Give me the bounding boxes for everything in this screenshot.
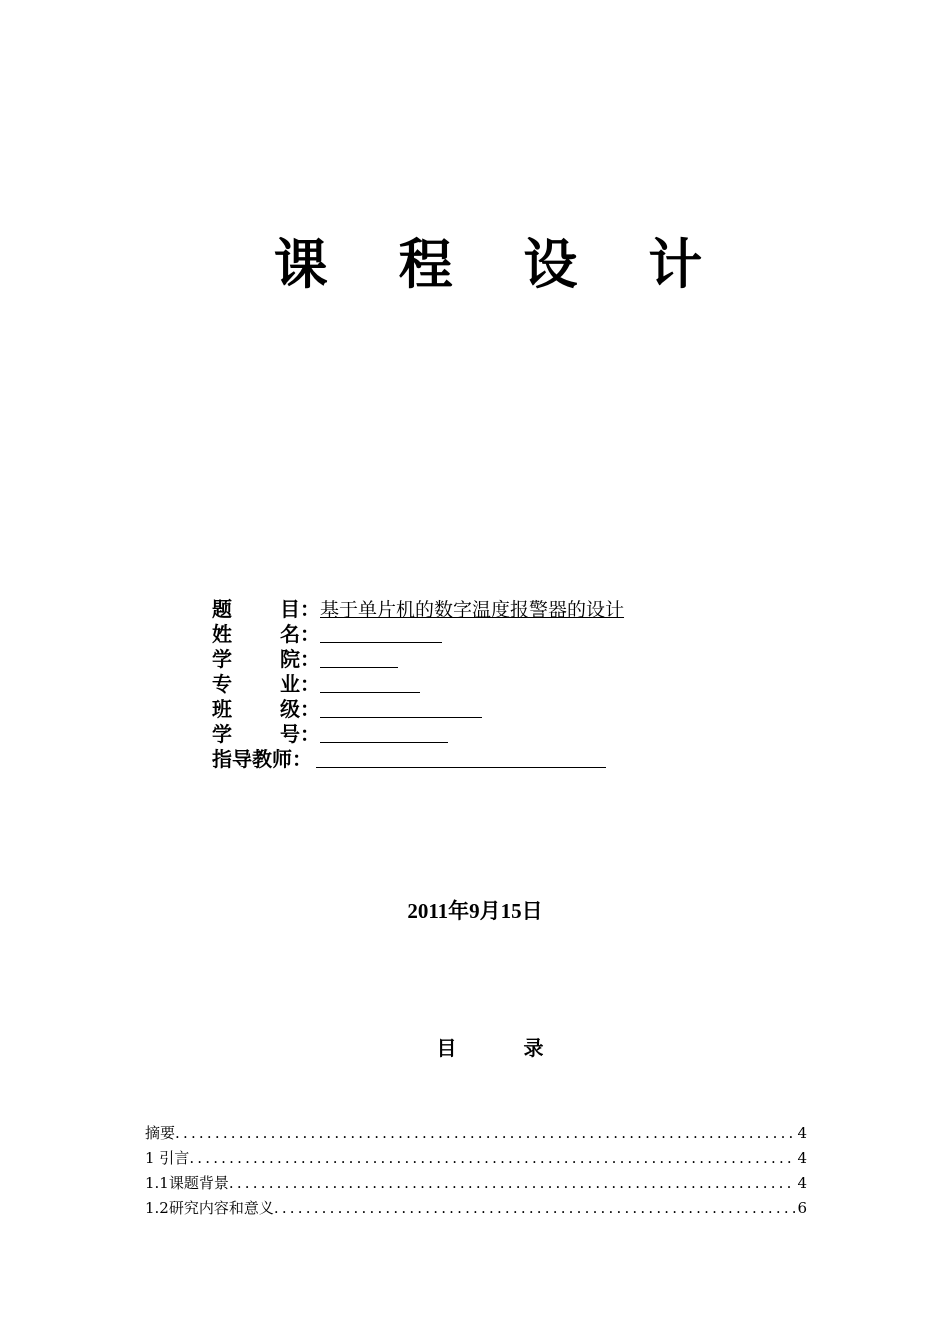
field-student-id <box>212 722 772 747</box>
field-student-id-colon: ： <box>300 722 320 746</box>
field-college-label: 学 院 <box>212 647 300 671</box>
field-name-colon: ： <box>300 622 320 646</box>
toc-entry[interactable] <box>145 1146 807 1171</box>
field-advisor-blank-line <box>316 748 606 768</box>
toc-entry[interactable] <box>145 1121 807 1146</box>
field-college <box>212 647 772 672</box>
field-name-label: 姓 名 <box>212 622 300 646</box>
field-college-colon: ： <box>300 647 320 671</box>
toc-dot-leader <box>189 1146 795 1171</box>
field-name <box>212 622 772 647</box>
field-topic-value: 基于单片机的数字温度报警器的设计 <box>320 599 625 621</box>
document-title: 课 程 设 计 <box>273 232 729 296</box>
toc-dot-leader <box>274 1196 796 1221</box>
field-topic <box>212 597 772 622</box>
toc-entry-page: 4 <box>797 1124 807 1142</box>
toc-entry-text: 1.1课题背景 <box>145 1174 229 1192</box>
toc-dot-leader <box>229 1171 796 1196</box>
field-advisor-colon: ： <box>292 747 312 771</box>
field-major <box>212 672 772 697</box>
field-class <box>212 697 772 722</box>
toc-dot-leader <box>175 1121 795 1146</box>
toc-entry[interactable] <box>145 1196 807 1221</box>
toc-heading: 目 录 <box>436 1036 574 1060</box>
toc-entry-text: 1 引言 <box>145 1149 190 1167</box>
field-major-blank-line <box>320 673 420 693</box>
field-student-id-blank-line <box>320 723 448 743</box>
toc-entry-page: 4 <box>797 1149 807 1167</box>
field-topic-colon: ： <box>300 597 320 621</box>
field-major-colon: ： <box>300 672 320 696</box>
field-college-blank-line <box>320 648 398 668</box>
field-name-blank-line <box>320 623 442 643</box>
document-date: 2011年9月15日 <box>407 899 543 923</box>
toc-entry[interactable] <box>145 1171 807 1196</box>
field-class-blank-line <box>320 698 482 718</box>
toc-entry-page: 4 <box>797 1174 807 1192</box>
toc-entry-page: 6 <box>797 1199 807 1217</box>
toc-entry-text: 1.2研究内容和意义 <box>145 1199 274 1217</box>
field-student-id-label: 学 号 <box>212 722 300 746</box>
field-class-label: 班 级 <box>212 697 300 721</box>
field-topic-label: 题 目 <box>212 597 300 621</box>
field-advisor <box>212 747 772 772</box>
toc-entry-text: 摘要 <box>145 1124 176 1142</box>
field-advisor-label: 指导教师 <box>212 747 292 771</box>
field-major-label: 专 业 <box>212 672 300 696</box>
table-of-contents <box>145 1121 807 1221</box>
cover-info-block <box>212 597 772 772</box>
field-class-colon: ： <box>300 697 320 721</box>
